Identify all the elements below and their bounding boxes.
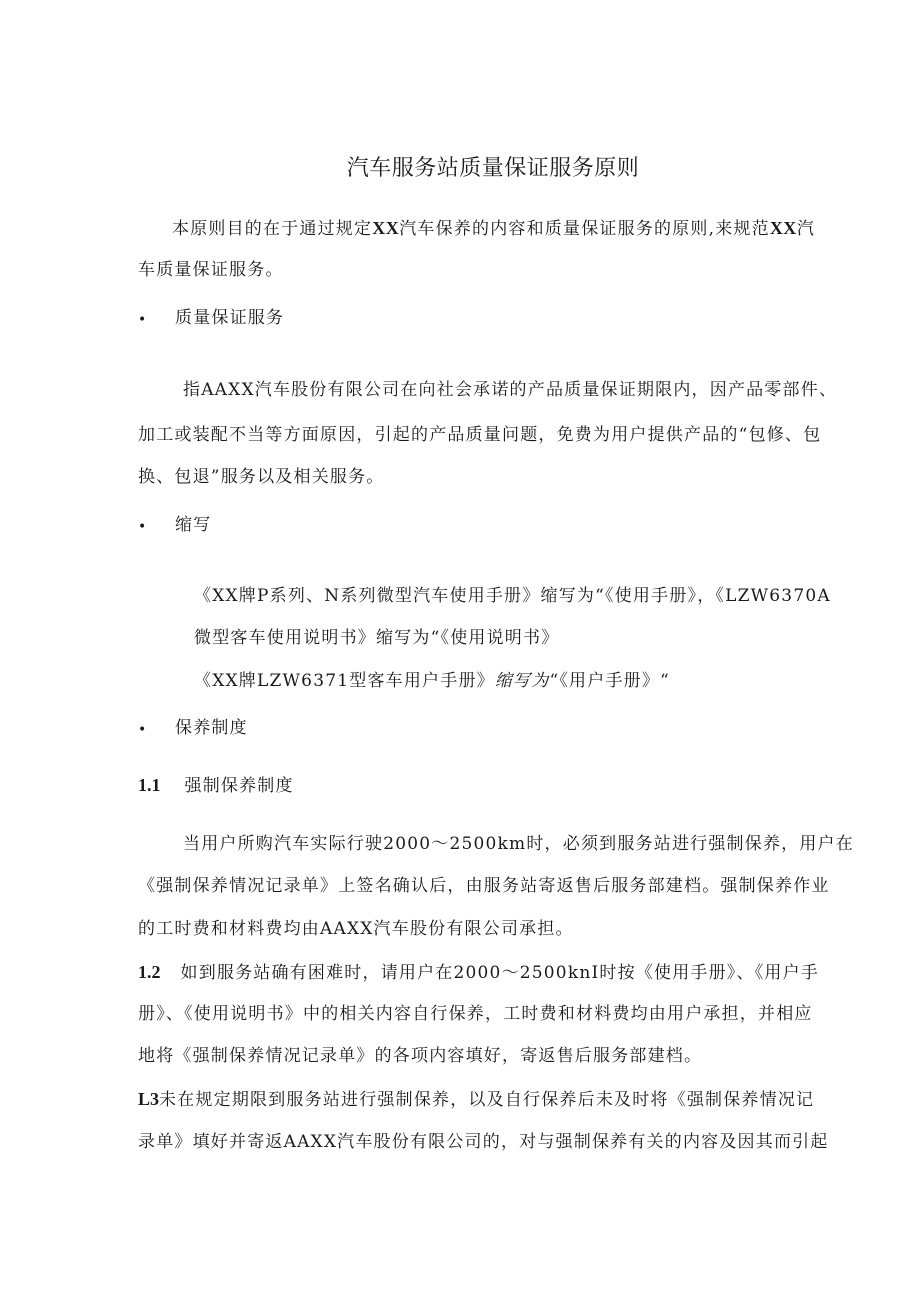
brand-name: XX (372, 218, 400, 238)
section-heading-warranty: 质量保证服务 (175, 308, 285, 328)
abbreviation-text: 《XX牌LZW6371型客车用户手册》 (194, 671, 495, 691)
abbreviation-line: 《XX牌P系列、N系列微型汽车使用手册》缩写为“《使用手册》，《LZW6370A (194, 586, 831, 606)
subsection-title: 强制保养制度 (184, 776, 294, 796)
subsection-1-2-line-1 (138, 960, 819, 985)
brand-name: XX (769, 218, 797, 238)
paragraph-line: 册》、《使用说明书》中的相关内容自行保养，工时费和材料费均由用户承担，并相应 (138, 1004, 813, 1024)
subsection-1-3-line-1 (138, 1087, 814, 1112)
section-number: L3 (138, 1089, 160, 1109)
subsection-heading-1-1 (138, 773, 294, 798)
intro-line-1 (172, 216, 815, 241)
abbreviation-text-italic: 缩写为 (494, 671, 550, 691)
section-heading-abbreviations: 缩写 (175, 515, 212, 535)
bullet: • (138, 722, 147, 738)
abbreviation-line (194, 669, 670, 693)
intro-text-1: 本原则目的在于通过规定 (172, 219, 373, 239)
paragraph-line: 换、包退”服务以及相关服务。 (138, 467, 385, 487)
paragraph-line: 加工或装配不当等方面原因，引起的产品质量问题，免费为用户提供产品的“包修、包 (138, 425, 822, 445)
paragraph-line: 的工时费和材料费均由AAXX汽车股份有限公司承担。 (138, 919, 574, 939)
paragraph-line: 当用户所购汽车实际行驶2000～2500km时，必须到服务站进行强制保养，用户在 (183, 834, 854, 854)
intro-text-2: 汽车保养的内容和质量保证服务的原则,来规范 (399, 219, 770, 239)
intro-line-2: 车质量保证服务。 (138, 260, 284, 280)
intro-text-3: 汽 (796, 219, 816, 239)
section-number: 1.2 (138, 962, 161, 982)
abbreviation-line: 微型客车使用说明书》缩写为“《使用说明书》 (194, 628, 560, 648)
paragraph-line: 录单》填好并寄返AAXX汽车股份有限公司的，对与强制保养有关的内容及因其而引起 (138, 1132, 829, 1152)
document-title: 汽车服务站质量保证服务原则 (346, 156, 640, 181)
bullet: • (138, 312, 147, 328)
paragraph-line: 指AAXX汽车股份有限公司在向社会承诺的产品质量保证期限内，因产品零部件、 (183, 380, 838, 400)
paragraph-text: 如到服务站确有困难时，请用户在2000～2500knI时按《使用手册》、《用户手 (180, 963, 819, 983)
section-heading-maintenance: 保养制度 (175, 718, 248, 738)
section-number: 1.1 (138, 775, 161, 795)
abbreviation-text: “《用户手册》“ (549, 671, 670, 691)
bullet: • (138, 519, 147, 535)
paragraph-line: 地将《强制保养情况记录单》的各项内容填好，寄返售后服务部建档。 (138, 1046, 703, 1066)
paragraph-text: 未在规定期限到服务站进行强制保养，以及自行保养后未及时将《强制保养情况记 (159, 1090, 815, 1110)
paragraph-line: 《强制保养情况记录单》上签名确认后，由服务站寄返售后服务部建档。强制保养作业 (138, 876, 830, 896)
